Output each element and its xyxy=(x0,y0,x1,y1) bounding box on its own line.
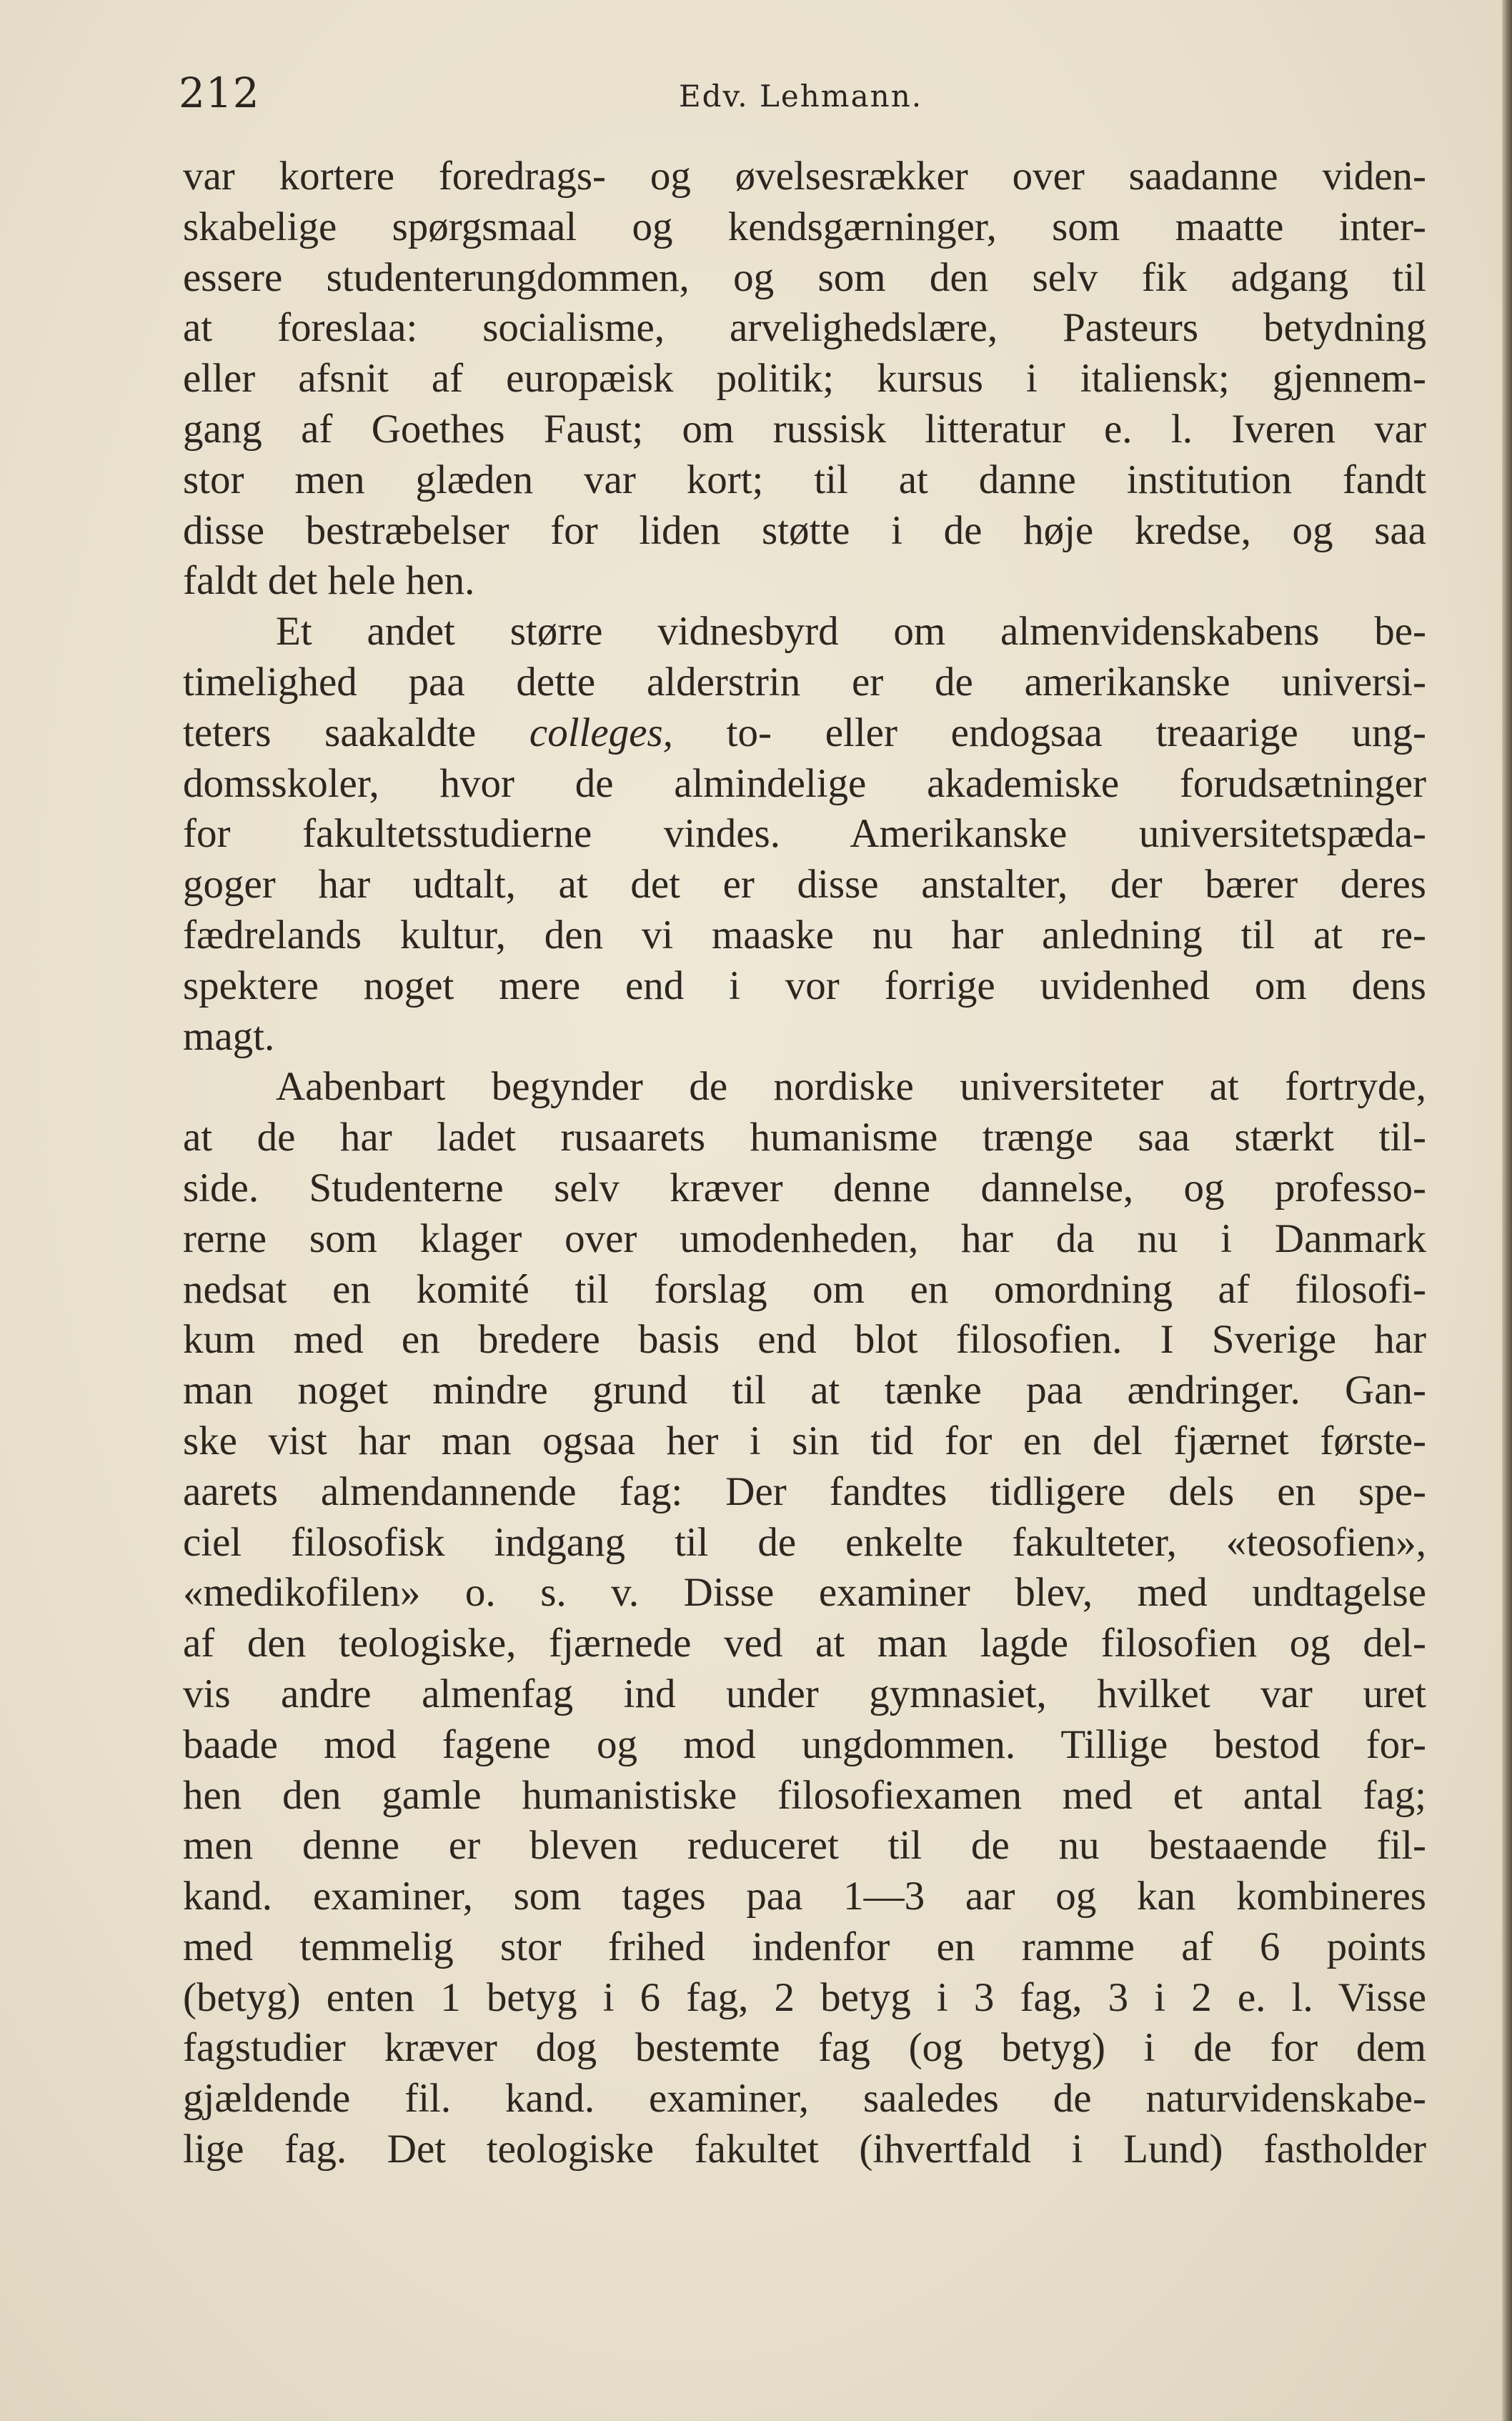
text-line: timelighed paa dette alderstrin er de amerikanske universi- xyxy=(183,659,1426,705)
text-line: lige fag. Det teologiske fakultet (ihvertfald i Lund) fastholder xyxy=(183,2127,1426,2172)
text-line: (betyg) enten 1 betyg i 6 fag, 2 betyg i 3 fag, 3 i 2 e. l. Visse xyxy=(183,1974,1426,2020)
text-line: eller afsnit af europæisk politik; kursus i italiensk; gjennem- xyxy=(183,356,1426,402)
text-line: ciel filosofisk indgang til de enkelte fakulteter, «teosofien», xyxy=(183,1519,1426,1565)
text-line: hen den gamle humanistiske filosofiexamen med et antal fag; xyxy=(183,1772,1426,1818)
text-fragment: to- eller endogsaa treaarige ung- xyxy=(672,710,1426,755)
text-line: Et andet større vidnesbyrd om almenvidenskabens be- xyxy=(276,609,1426,655)
text-line: baade mod fagene og mod ungdommen. Tillige bestod for- xyxy=(183,1721,1426,1767)
page-header xyxy=(179,69,1436,126)
text-line: aarets almendannende fag: Der fandtes tidligere dels en spe- xyxy=(183,1468,1426,1514)
text-line-with-italic xyxy=(183,708,1426,759)
text-line: stor men glæden var kort; til at danne institution fandt xyxy=(183,457,1426,502)
text-line: af den teologiske, fjærnede ved at man lagde filosofien og del- xyxy=(183,1621,1426,1666)
running-head: Edv. Lehmann. xyxy=(679,79,923,114)
text-line: at de har ladet rusaarets humanisme trænge saa stærkt til- xyxy=(183,1115,1426,1160)
text-line: disse bestræbelser for liden støtte i de høje kredse, og saa xyxy=(183,507,1426,553)
text-line: essere studenterungdommen, og som den selv fik adgang til xyxy=(183,254,1426,300)
text-line: spektere noget mere end i vor forrige uvidenhed om dens xyxy=(183,963,1426,1008)
text-line: kand. examiner, som tages paa 1—3 aar og kan kombineres xyxy=(183,1874,1426,1919)
text-line: domsskoler, hvor de almindelige akademiske forudsætninger xyxy=(183,760,1426,806)
text-fragment: teters saakaldte xyxy=(183,710,529,755)
text-line: at foreslaa: socialisme, arvelighedslære, Pasteurs betydning xyxy=(183,305,1426,351)
text-line: skabelige spørgsmaal og kendsgærninger, som maatte inter- xyxy=(183,204,1426,249)
text-line: gang af Goethes Faust; om russisk litteratur e. l. Iveren var xyxy=(183,406,1426,452)
text-line: side. Studenterne selv kræver denne dannelse, og professo- xyxy=(183,1165,1426,1210)
text-line: fagstudier kræver dog bestemte fag (og betyg) i de for dem xyxy=(183,2025,1426,2071)
italic-term: colleges, xyxy=(529,710,673,755)
page-number: 212 xyxy=(179,69,260,117)
text-line: goger har udtalt, at det er disse anstalter, der bærer deres xyxy=(183,862,1426,908)
text-line: kum med en bredere basis end blot filosofien. I Sverige har xyxy=(183,1317,1426,1363)
body-text xyxy=(183,151,1426,2175)
text-line: var kortere foredrags- og øvelsesrækker over saadanne viden- xyxy=(183,154,1426,199)
text-line: vis andre almenfag ind under gymnasiet, hvilket var uret xyxy=(183,1671,1426,1716)
text-line: gjældende fil. kand. examiner, saaledes de naturvidenskabe- xyxy=(183,2076,1426,2122)
text-line: magt. xyxy=(183,1013,275,1059)
text-line: men denne er bleven reduceret til de nu bestaaende fil- xyxy=(183,1823,1426,1869)
text-line: nedsat en komité til forslag om en omordning af filosofi- xyxy=(183,1266,1426,1312)
page-edge-shadow xyxy=(1502,0,1512,2421)
text-line: ske vist har man ogsaa her i sin tid for en del fjærnet første- xyxy=(183,1418,1426,1463)
text-line: Aabenbart begynder de nordiske universiteter at fortryde, xyxy=(276,1064,1426,1110)
text-line: faldt det hele hen. xyxy=(183,558,475,604)
text-line: man noget mindre grund til at tænke paa ændringer. Gan- xyxy=(183,1368,1426,1413)
text-line: for fakultetsstudierne vindes. Amerikanske universitetspæda- xyxy=(183,811,1426,857)
text-line: med temmelig stor frihed indenfor en ramme af 6 points xyxy=(183,1924,1426,1969)
text-line: rerne som klager over umodenheden, har da nu i Danmark xyxy=(183,1216,1426,1261)
text-line: fædrelands kultur, den vi maaske nu har anledning til at re- xyxy=(183,912,1426,958)
text-line: «medikofilen» o. s. v. Disse examiner blev, med undtagelse xyxy=(183,1570,1426,1616)
